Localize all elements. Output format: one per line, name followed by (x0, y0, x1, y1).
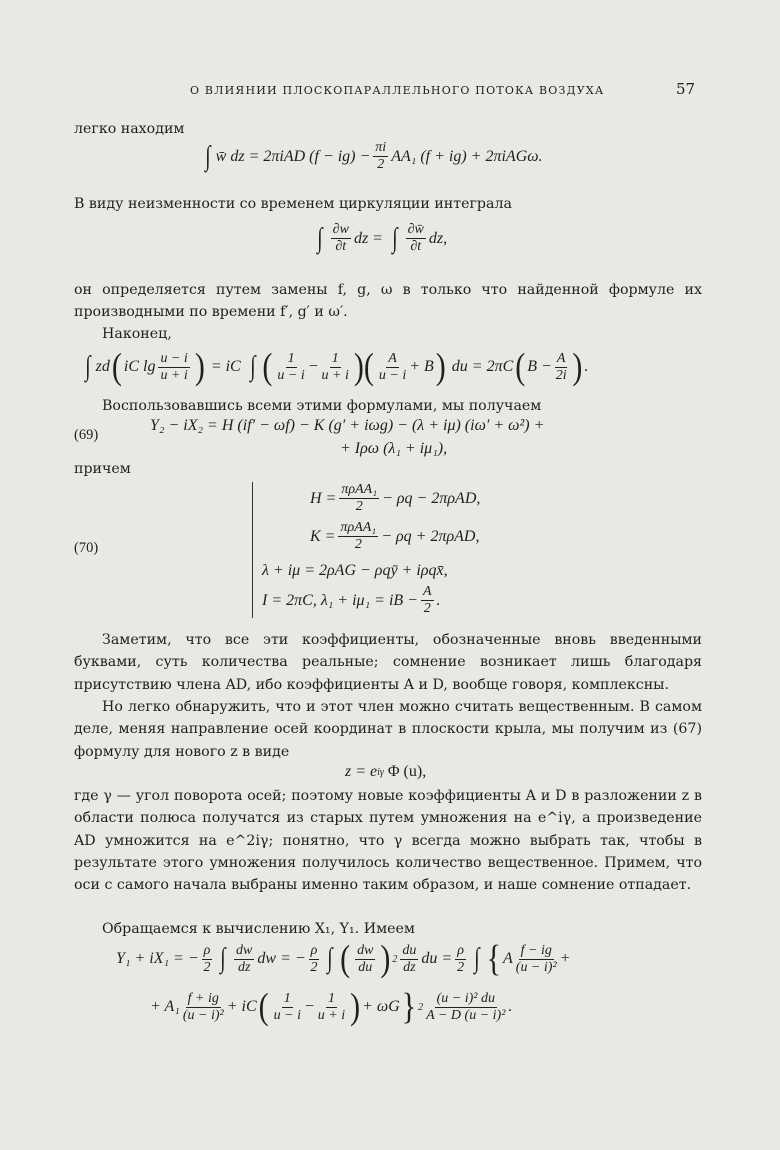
equation-70-i: I = 2πC, λ₁ + iμ₁ = iB − $\frac{A}{2}$ . (262, 584, 441, 616)
equation-69-line-2: + Iρω (λ₁ + iμ₁), (340, 440, 448, 457)
equation-70-h: H = πρAA₁ 2 − ρq − 2πρAD, (310, 482, 481, 514)
paragraph: он определяется путем замены f, g, ω в только что найденной формуле их производными по времени f′, g′ и ω′. (74, 282, 702, 321)
equation-70-k: K = πρAA₁ 2 − ρq + 2πρAD, (310, 520, 480, 552)
paragraph: где γ — угол поворота осей; поэтому новые коэффициенты A и D в разложении z в области полюса получатся из старых путем умножения на e^iγ, а произведение AD умножится на e^2iγ; понятно, что γ всегда можно выбрать так, чтобы в результате этого умножения получилось количество вещественное. Примем, что оси с самого начала выбраны именно таким образом, и наше сомнение отпадает. (74, 788, 702, 894)
paragraph: Обращаемся к вычислению X₁, Y₁. Имеем (102, 921, 415, 937)
equation-number: (70) (74, 540, 99, 556)
equation-number: (69) (74, 427, 99, 443)
equation-3: ∫ zd ( iC lg u − i u + i ) = iC ∫ ( 1 u − i − $\frac{1}{u + i}$ )( A u − i + B ) du = 2πC ( B − $\frac{A}{2i}$ ) . (85, 345, 589, 387)
brace (252, 482, 253, 618)
paragraph: Но легко обнаружить, что и этот член можно считать вещественным. В самом деле, меняя направление осей координат в плоскости крыла, мы получим из (67) формулу для нового z в виде (74, 699, 702, 760)
equation-z: z = e iγ Φ (u), (345, 763, 427, 780)
paragraph: причем (74, 461, 131, 477)
paragraph: легко находим (74, 121, 185, 137)
equation-2: ∫ ∂w ∂t dz = ∫ ∂w̄ ∂t dz, (317, 222, 448, 254)
equation-70-lambda: λ + iμ = 2ρAG − ρqȳ + iρqx̄, (262, 562, 448, 579)
equation-69-line-1: Y₂ − iX₂ = H (if′ − ωf) − K (g′ + iωg) − (λ + iμ) (iω′ + ω²) + (150, 417, 545, 434)
paragraph: Заметим, что все эти коэффициенты, обозначенные вновь введенными буквами, суть количества реальные; сомнение возникает лишь благодаря присутствию члена AD, ибо коэффициенты A и D, вообще говоря, комплексны. (74, 632, 702, 693)
equation-1: ∫ w̄ dz = 2πiAD (f − ig) − $\frac{\pi i}{2}$ AA₁ (f + ig) + 2πiAGω. (205, 140, 543, 172)
paragraph: В виду неизменности со временем циркуляции интеграла (74, 196, 512, 212)
equation-final-line-2: + A₁ f + ig (u − i)² + iC ( 1 u − i − $\frac{1}{u + i}$ ) + ωG } 2 (u − i)² du A − D (u − i)² . (150, 985, 513, 1027)
paragraph: Воспользовавшись всеми этими формулами, мы получаем (102, 398, 542, 414)
equation-final-line-1: Y₁ + iX₁ = − $\frac{\rho}{2}$ ∫ dw dz dw = − $\frac{\rho}{2}$ ∫ ( dw du ) 2 du dz du = $\frac{\rho}{2}$ ∫ { A f − ig (u − i)² + (116, 937, 571, 979)
running-title: О ВЛИЯНИИ ПЛОСКОПАРАЛЛЕЛЬНОГО ПОТОКА ВОЗДУХА (190, 84, 605, 97)
page-number: 57 (676, 80, 696, 98)
paragraph: Наконец, (102, 326, 172, 342)
